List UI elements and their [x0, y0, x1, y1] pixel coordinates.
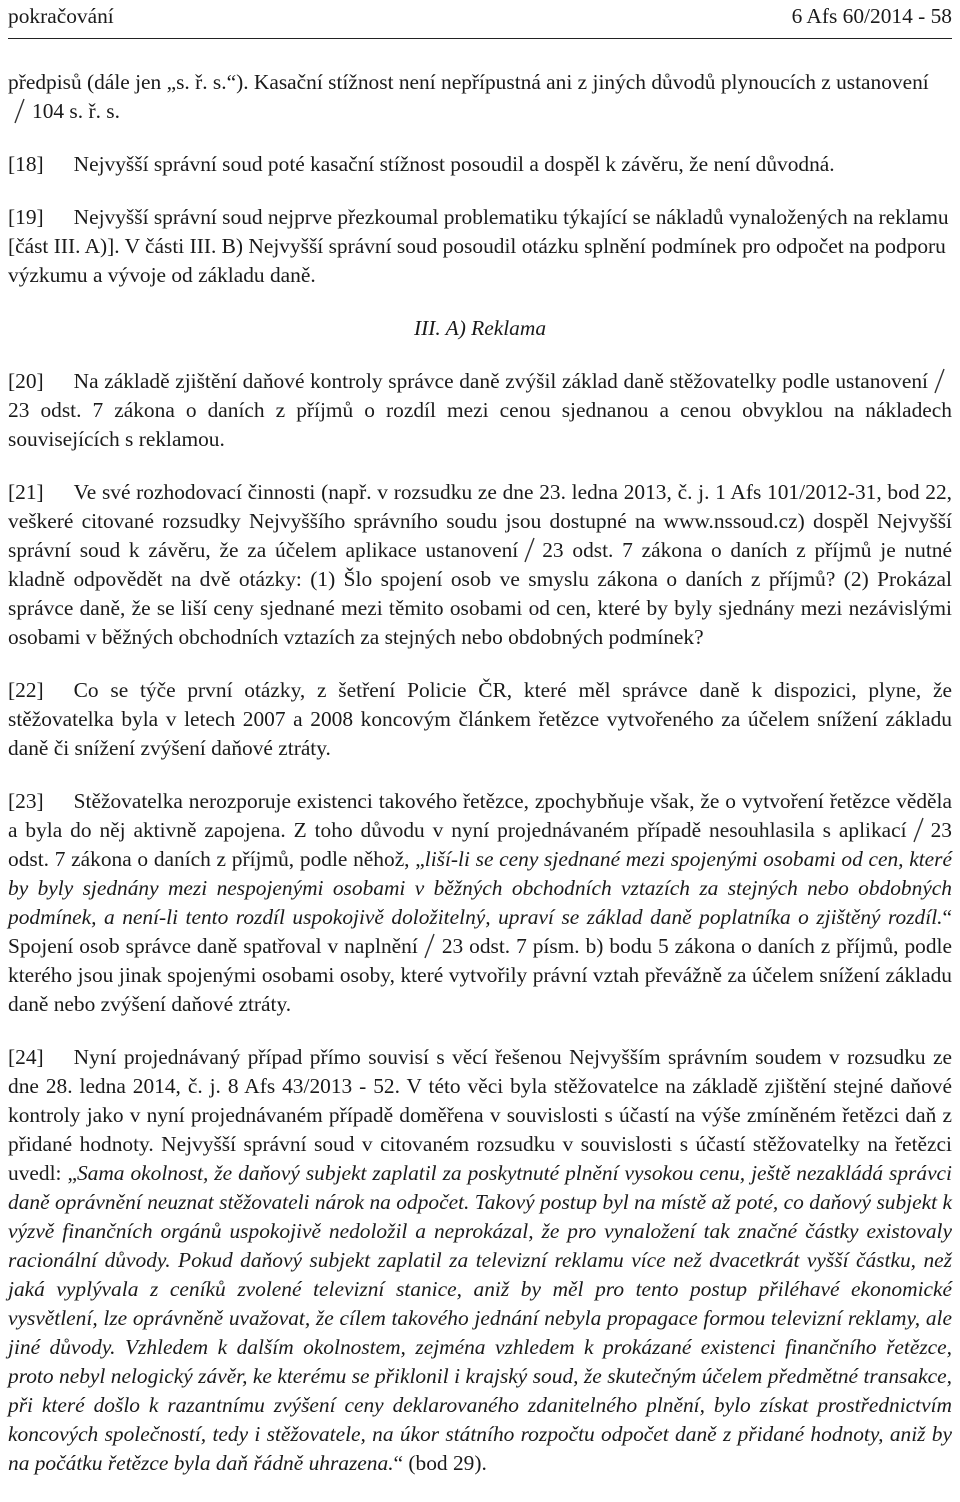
paragraph-text: Co se týče první otázky, z šetření Policie ČR, které měl správce daně k dispozici, plyne, že stěžovatelka byla v letech 2007 a 2008 koncovým článkem řetězce vytvořeného za účelem snížení základu daně či snížení zvýšení daňové ztráty. [8, 678, 952, 760]
paragraph-text: 23 odst. 7 písm. b) bodu 5 zákona o daních z příjmů, podle kterého jsou jinak spojenými osobami osoby, které vytvořily právní vztah převážně za účelem snížení základu daně nebo zvýšení daňové ztráty. [8, 934, 952, 1016]
paragraph-23 [8, 787, 952, 1019]
section-sign-icon [13, 98, 26, 124]
paragraph-text: Nejvyšší správní soud poté kasační stížnost posoudil a dospěl k závěru, že není důvodná. [73, 152, 835, 176]
section-sign-icon [523, 537, 536, 563]
paragraph-text: Nyní projednávaný případ přímo souvisí s věcí řešenou Nejvyšším správním soudem v rozsudku ze dne 28. ledna 2014, č. j. 8 Afs 43/2013 - 52. V této věci byla stěžovatelce na základě zjištění stejné daňové kontroly jako v nyní projednávaném případě doměřena v souvislosti s účastí na výše zmíněném řetězci daň z přidané hodnoty. Nejvyšší správní soud v citovaném rozsudku v souvislosti s účastí stěžovatelky na řetězci uvedl: „ [8, 1045, 952, 1185]
paragraph-text: 23 odst. 7 zákona o daních z příjmů o rozdíl mezi cenou sjednanou a cenou obvyklou na nákladech souvisejících s reklamou. [8, 398, 952, 451]
paragraph-20 [8, 367, 952, 454]
paragraph-text: Ve své rozhodovací činnosti (např. v rozsudku ze dne 23. ledna 2013, č. j. 1 Afs 101/2012-31, bod 22, veškeré citované rozsudky Nejvyššího správního soudu jsou dostupné na www.nssoud.cz) dospěl Nejvyšší správní soud k závěru, že za účelem aplikace ustanovení [8, 480, 952, 562]
paragraph-text: Na základě zjištění daňové kontroly správce daně zvýšil základ daně stěžovatelky podle ustanovení [73, 369, 928, 393]
paragraph-18 [8, 150, 952, 179]
document-body [8, 68, 952, 1502]
paragraph-text: “ (bod 29). [393, 1451, 487, 1475]
statute-quote: liší-li se ceny sjednané mezi spojenými osobami od cen, které by byly sjednány mezi nespojenými osobami v běžných obchodních vztazích za stejných nebo obdobných podmínek, a není-li tento rozdíl uspokojivě doložitelný, upraví se základ daně poplatníka o zjištěný rozdíl. [8, 847, 952, 929]
paragraph-text: předpisů (dále jen „s. ř. s.“). Kasační stížnost není nepřípustná ani z jiných důvodů plynoucích z ustanovení [8, 70, 929, 94]
paragraph-text: 104 s. ř. s. [32, 99, 120, 123]
paragraph-24 [8, 1043, 952, 1478]
section-sign-icon [912, 817, 925, 843]
paragraph-text: 23 odst. 7 zákona o daních z příjmů, podle něhož, „ [8, 818, 952, 871]
section-heading: III. A) Reklama [413, 316, 547, 340]
paragraph-19 [8, 203, 952, 290]
paragraph-number: [18] [8, 152, 44, 176]
paragraph-text: Nejvyšší správní soud nejprve přezkoumal problematiku týkající se nákladů vynaložených na reklamu [část III. A)]. V části III. B) Nejvyšší správní soud posoudil otázku splnění podmínek pro odpočet na podporu výzkumu a vývoje od základu daně. [8, 205, 949, 287]
paragraph-number: [22] [8, 678, 44, 702]
page-header [8, 0, 952, 39]
paragraph-number: [21] [8, 480, 44, 504]
header-case-number: 6 Afs 60/2014 - 58 [791, 4, 952, 28]
document-page [8, 0, 953, 1475]
paragraph-number: [20] [8, 369, 44, 393]
judgment-quote: Sama okolnost, že daňový subjekt zaplatil za poskytnuté plnění vysokou cenu, ještě nezakládá správci daně oprávnění neuznat stěžovateli nárok na odpočet. Takový postup byl na místě až poté, co daňový subjekt k výzvě finančních orgánů uspokojivě nedoložil a neprokázal, že pro vynaložení tak značné částky existovaly racionální důvody. Pokud daňový subjekt zaplatil za televizní reklamu více než dvacetkrát vyšší částku, než jaká vyplývala z ceníků zvolené televizní stanice, aniž by měl pro tento postup přiléhavé ekonomické vysvětlení, lze oprávněně uvažovat, že cílem takového jednání nebyla propagace formou televizní reklamy, ale jiné důvody. Vzhledem k dalším okolnostem, zejména vzhledem k prokázané existenci finančního řetězce, proto nebyl nelogický závěr, ke kterému se přiklonil i krajský soud, že skutečným účelem předmětné transakce, při které došlo k razantnímu zvýšení ceny deklarovaného zdanitelného plnění, bylo získat prostřednictvím koncových společností, tedy i stěžovatele, na úkor státního rozpočtu odpočet daně z přidané hodnoty, aniž by na počátku řetězce byla daň řádně uhrazena. [8, 1161, 952, 1475]
section-sign-icon [933, 368, 946, 394]
header-continuation: pokračování [8, 4, 114, 28]
section-sign-icon [423, 933, 436, 959]
paragraph-22 [8, 676, 952, 763]
paragraph-17-continuation [8, 68, 952, 126]
paragraph-text: “ Spojení osob správce daně spatřoval v naplnění [8, 905, 952, 958]
paragraph-number: [23] [8, 789, 44, 813]
paragraph-number: [19] [8, 205, 44, 229]
paragraph-number: [24] [8, 1045, 44, 1069]
paragraph-21 [8, 478, 952, 652]
paragraph-text: 23 odst. 7 zákona o daních z příjmů je nutné kladně odpovědět na dvě otázky: (1) Šlo spojení osob ve smyslu zákona o daních z příjmů? (2) Prokázal správce daně, že se liší ceny sjednané mezi těmito osobami od cen, které by byly sjednány mezi nezávislými osobami v běžných obchodních vztazích za stejných nebo obdobných podmínek? [8, 538, 953, 649]
paragraph-text: Stěžovatelka nerozporuje existenci takového řetězce, zpochybňuje však, že o vytvoření řetězce věděla a byla do něj aktivně zapojena. Z toho důvodu v nyní projednávaném případě nesouhlasila s aplikací [8, 789, 952, 842]
